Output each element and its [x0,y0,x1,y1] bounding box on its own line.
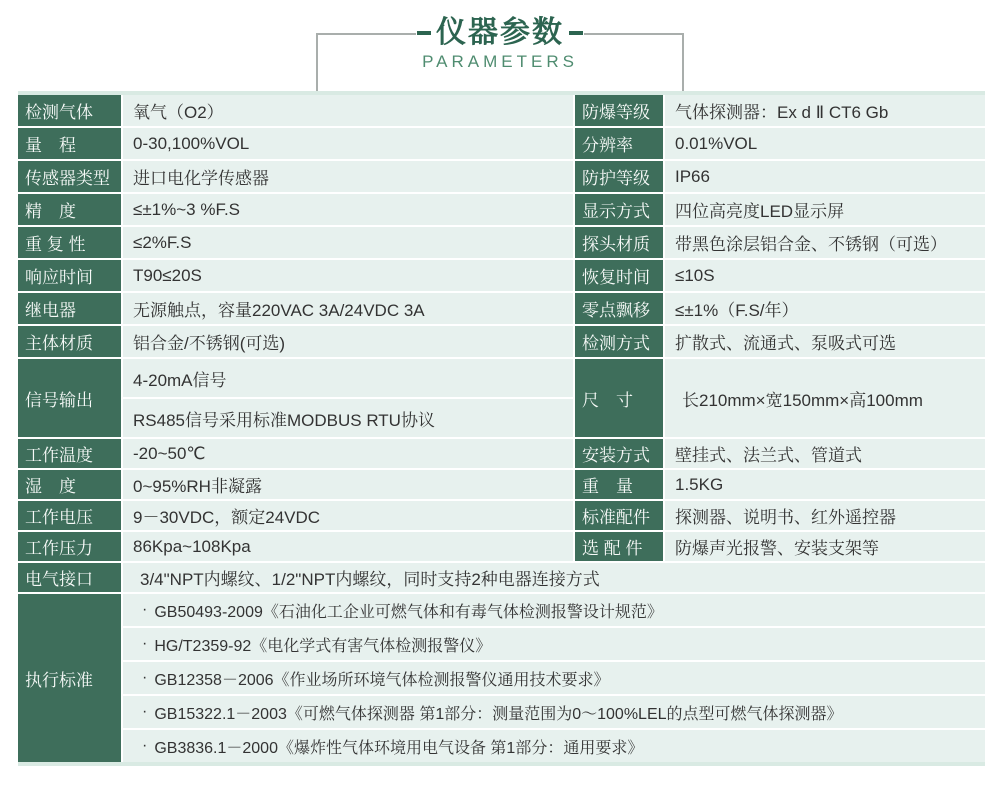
value-signal-output-line1: 4-20mA信号 [123,359,573,397]
title-line [416,15,584,51]
label-optional-accessories: 选 配 件 [575,532,663,561]
label-relay: 继电器 [18,293,121,324]
standard-item-text: GB12358－2006《作业场所环境气体检测报警仪通用技术要求》 [154,671,610,689]
label-probe-material: 探头材质 [575,227,663,258]
bullet-icon: · [142,601,148,618]
label-sensor-type: 传感器类型 [18,161,121,192]
value-body-material: 铝合金/不锈钢(可选) [123,326,573,357]
title-accent-left [417,31,431,35]
standard-item-text: GB3836.1－2000《爆炸性气体环境用电气设备 第1部分：通用要求》 [154,739,644,757]
title-accent-right [569,31,583,35]
label-weight: 重 量 [575,470,663,499]
value-relay: 无源触点，容量220VAC 3A/24VDC 3A [123,293,573,324]
value-detected-gas: 氧气（O2） [123,95,573,126]
standard-item-text: HG/T2359-92《电化学式有害气体检测报警仪》 [154,637,492,655]
standard-item [123,730,985,762]
label-executive-standards: 执行标准 [18,594,121,762]
value-working-pressure: 86Kpa~108Kpa [123,532,573,561]
standard-item [123,662,985,694]
label-range: 量 程 [18,128,121,159]
label-working-pressure: 工作压力 [18,532,121,561]
value-standard-accessories: 探测器、说明书、红外遥控器 [665,501,985,530]
value-range: 0-30,100%VOL [123,128,573,159]
label-body-material: 主体材质 [18,326,121,357]
value-recovery-time: ≤10S [665,260,985,291]
value-working-temperature: -20~50℃ [123,439,573,468]
standard-item [123,696,985,728]
value-electrical-interface: 3/4"NPT内螺纹、1/2"NPT内螺纹，同时支持2种电器连接方式 [123,563,985,592]
value-probe-material: 带黑色涂层铝合金、不锈钢（可选） [665,227,985,258]
value-dimensions: 长210mm×宽150mm×高100mm [665,359,985,437]
label-display-mode: 显示方式 [575,194,663,225]
standard-item [123,628,985,660]
value-protection-grade: IP66 [665,161,985,192]
value-sensor-type: 进口电化学传感器 [123,161,573,192]
label-resolution: 分辨率 [575,128,663,159]
label-explosion-proof-grade: 防爆等级 [575,95,663,126]
label-signal-output: 信号输出 [18,359,121,437]
label-response-time: 响应时间 [18,260,121,291]
bullet-icon: · [142,737,148,754]
value-weight: 1.5KG [665,470,985,499]
label-protection-grade: 防护等级 [575,161,663,192]
label-working-voltage: 工作电压 [18,501,121,530]
label-working-temperature: 工作温度 [18,439,121,468]
label-recovery-time: 恢复时间 [575,260,663,291]
bullet-icon: · [142,635,148,652]
value-working-voltage: 9－30VDC，额定24VDC [123,501,573,530]
label-electrical-interface: 电气接口 [18,563,121,592]
label-mounting-mode: 安装方式 [575,439,663,468]
value-zero-drift: ≤±1%（F.S/年） [665,293,985,324]
standard-item-text: GB50493-2009《石油化工企业可燃气体和有毒气体检测报警设计规范》 [154,603,663,621]
label-zero-drift: 零点飘移 [575,293,663,324]
label-detection-mode: 检测方式 [575,326,663,357]
label-detected-gas: 检测气体 [18,95,121,126]
value-detection-mode: 扩散式、流通式、泵吸式可选 [665,326,985,357]
value-humidity: 0~95%RH非凝露 [123,470,573,499]
value-explosion-proof-grade: 气体探测器：Ex d Ⅱ CT6 Gb [665,95,985,126]
label-accuracy: 精 度 [18,194,121,225]
standard-item-text: GB15322.1－2003《可燃气体探测器 第1部分：测量范围为0～100%LEL的点型可燃气体探测器》 [154,705,843,723]
standard-item [123,594,985,626]
value-display-mode: 四位高亮度LED显示屏 [665,194,985,225]
value-response-time: T90≤20S [123,260,573,291]
bullet-icon: · [142,703,148,720]
label-standard-accessories: 标准配件 [575,501,663,530]
title-box [316,16,684,91]
page-title: 仪器参数 [436,16,564,49]
bullet-icon: · [142,669,148,686]
page-subtitle: PARAMETERS [422,52,578,71]
label-humidity: 湿 度 [18,470,121,499]
label-repeatability: 重 复 性 [18,227,121,258]
label-dimensions: 尺 寸 [575,359,663,437]
spec-table [18,91,985,766]
value-mounting-mode: 壁挂式、法兰式、管道式 [665,439,985,468]
value-repeatability: ≤2%F.S [123,227,573,258]
value-accuracy: ≤±1%~3 %F.S [123,194,573,225]
value-resolution: 0.01%VOL [665,128,985,159]
parameters-header [0,0,1000,91]
value-signal-output-line2: RS485信号采用标准MODBUS RTU协议 [123,399,573,437]
value-optional-accessories: 防爆声光报警、安装支架等 [665,532,985,561]
